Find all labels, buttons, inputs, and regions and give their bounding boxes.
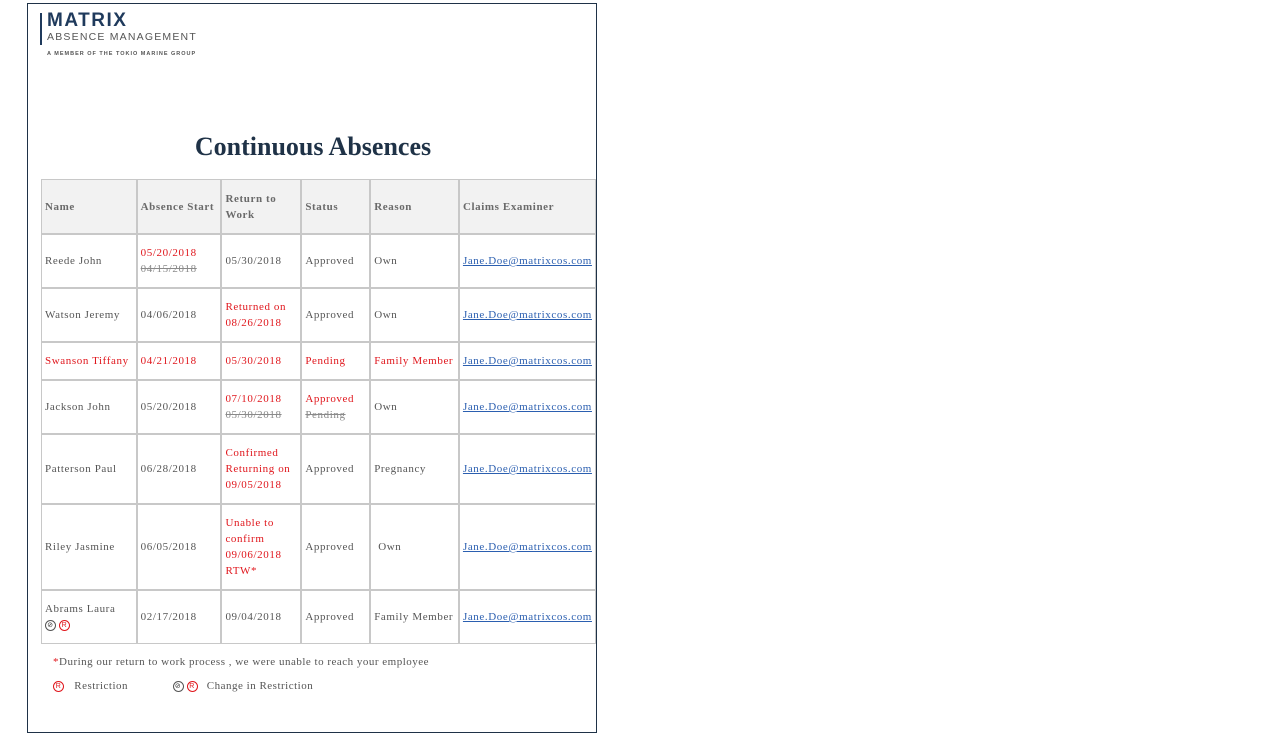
cell-status: Pending <box>301 342 370 380</box>
examiner-email-link[interactable]: Jane.Doe@matrixcos.com <box>462 309 592 321</box>
cell-status <box>301 380 370 434</box>
footnote-text: During our return to work process , we were unable to reach your employee <box>59 656 430 668</box>
cell-claims-examiner <box>459 342 596 380</box>
restriction-icons <box>45 617 133 633</box>
cell-name: Riley Jasmine <box>41 504 137 590</box>
absence-start-old: 04/15/2018 <box>140 263 197 275</box>
restriction-icon: R <box>53 681 64 692</box>
cell-claims-examiner <box>459 380 596 434</box>
examiner-email-link[interactable]: Jane.Doe@matrixcos.com <box>462 355 592 367</box>
cell-status: Approved <box>301 590 370 644</box>
table-row <box>41 590 596 644</box>
cell-name <box>41 590 137 644</box>
header-claims-examiner: Claims Examiner <box>459 179 596 234</box>
cell-absence-start: 02/17/2018 <box>137 590 222 644</box>
examiner-email-link[interactable]: Jane.Doe@matrixcos.com <box>462 401 592 413</box>
cell-reason: Pregnancy <box>370 434 459 504</box>
cell-absence-start: 04/21/2018 <box>137 342 222 380</box>
cell-status: Approved <box>301 504 370 590</box>
cell-reason: Own <box>370 380 459 434</box>
logo-tagline: A MEMBER OF THE TOKIO MARINE GROUP <box>47 51 197 57</box>
cell-reason: Family Member <box>370 590 459 644</box>
cell-claims-examiner <box>459 590 596 644</box>
change-in-restriction-icon: ⊘ <box>45 620 56 631</box>
cell-absence-start: 06/05/2018 <box>137 504 222 590</box>
examiner-email-link[interactable]: Jane.Doe@matrixcos.com <box>462 611 592 623</box>
cell-claims-examiner <box>459 234 596 288</box>
cell-return-to-work: Unable to confirm 09/06/2018 RTW* <box>221 504 301 590</box>
cell-claims-examiner <box>459 504 596 590</box>
return-to-work-old: 05/30/2018 <box>225 409 282 421</box>
status-new: Approved <box>305 393 355 405</box>
cell-absence-start: 06/28/2018 <box>137 434 222 504</box>
legend <box>53 680 313 692</box>
header-name: Name <box>41 179 137 234</box>
cell-claims-examiner <box>459 434 596 504</box>
legend-change-label: Change in Restriction <box>206 680 314 692</box>
employee-name: Abrams Laura <box>45 603 116 615</box>
email-frame <box>27 3 597 733</box>
header-status: Status <box>301 179 370 234</box>
table-row <box>41 434 596 504</box>
table-row <box>41 504 596 590</box>
header-absence-start: Absence Start <box>137 179 222 234</box>
cell-name: Swanson Tiffany <box>41 342 137 380</box>
cell-status: Approved <box>301 434 370 504</box>
footnote-asterisk: * <box>53 656 59 668</box>
examiner-email-link[interactable]: Jane.Doe@matrixcos.com <box>462 255 592 267</box>
cell-return-to-work: 05/30/2018 <box>221 234 301 288</box>
change-in-restriction-icon: ⊘ <box>173 681 184 692</box>
legend-restriction-label: Restriction <box>74 680 129 692</box>
cell-status: Approved <box>301 234 370 288</box>
cell-return-to-work: 05/30/2018 <box>221 342 301 380</box>
logo-bar <box>40 13 42 45</box>
cell-status: Approved <box>301 288 370 342</box>
header-return-to-work: Return to Work <box>221 179 301 234</box>
cell-name: Patterson Paul <box>41 434 137 504</box>
cell-reason: Family Member <box>370 342 459 380</box>
restriction-icon: R <box>59 620 70 631</box>
page-title: Continuous Absences <box>194 132 432 161</box>
cell-reason: Own <box>370 504 459 590</box>
table-row <box>41 342 596 380</box>
restriction-icon: R <box>187 681 198 692</box>
absences-table <box>41 179 596 644</box>
header-reason: Reason <box>370 179 459 234</box>
cell-name: Watson Jeremy <box>41 288 137 342</box>
cell-return-to-work: Returned on 08/26/2018 <box>221 288 301 342</box>
cell-name: Jackson John <box>41 380 137 434</box>
absence-start-new: 05/20/2018 <box>140 247 197 259</box>
cell-absence-start: 04/06/2018 <box>137 288 222 342</box>
rtw-footnote <box>53 656 429 668</box>
cell-return-to-work <box>221 380 301 434</box>
table-row <box>41 234 596 288</box>
cell-absence-start <box>137 234 222 288</box>
cell-return-to-work: 09/04/2018 <box>221 590 301 644</box>
cell-reason: Own <box>370 234 459 288</box>
return-to-work-new: 07/10/2018 <box>225 393 282 405</box>
table-row <box>41 380 596 434</box>
table-row <box>41 288 596 342</box>
cell-reason: Own <box>370 288 459 342</box>
cell-return-to-work: Confirmed Returning on 09/05/2018 <box>221 434 301 504</box>
logo-subtitle: ABSENCE MANAGEMENT <box>47 31 197 43</box>
cell-absence-start: 05/20/2018 <box>137 380 222 434</box>
cell-claims-examiner <box>459 288 596 342</box>
examiner-email-link[interactable]: Jane.Doe@matrixcos.com <box>462 541 592 553</box>
status-old: Pending <box>305 409 346 421</box>
logo-name: MATRIX <box>47 10 128 31</box>
table-header-row <box>41 179 596 234</box>
examiner-email-link[interactable]: Jane.Doe@matrixcos.com <box>462 463 592 475</box>
cell-name: Reede John <box>41 234 137 288</box>
